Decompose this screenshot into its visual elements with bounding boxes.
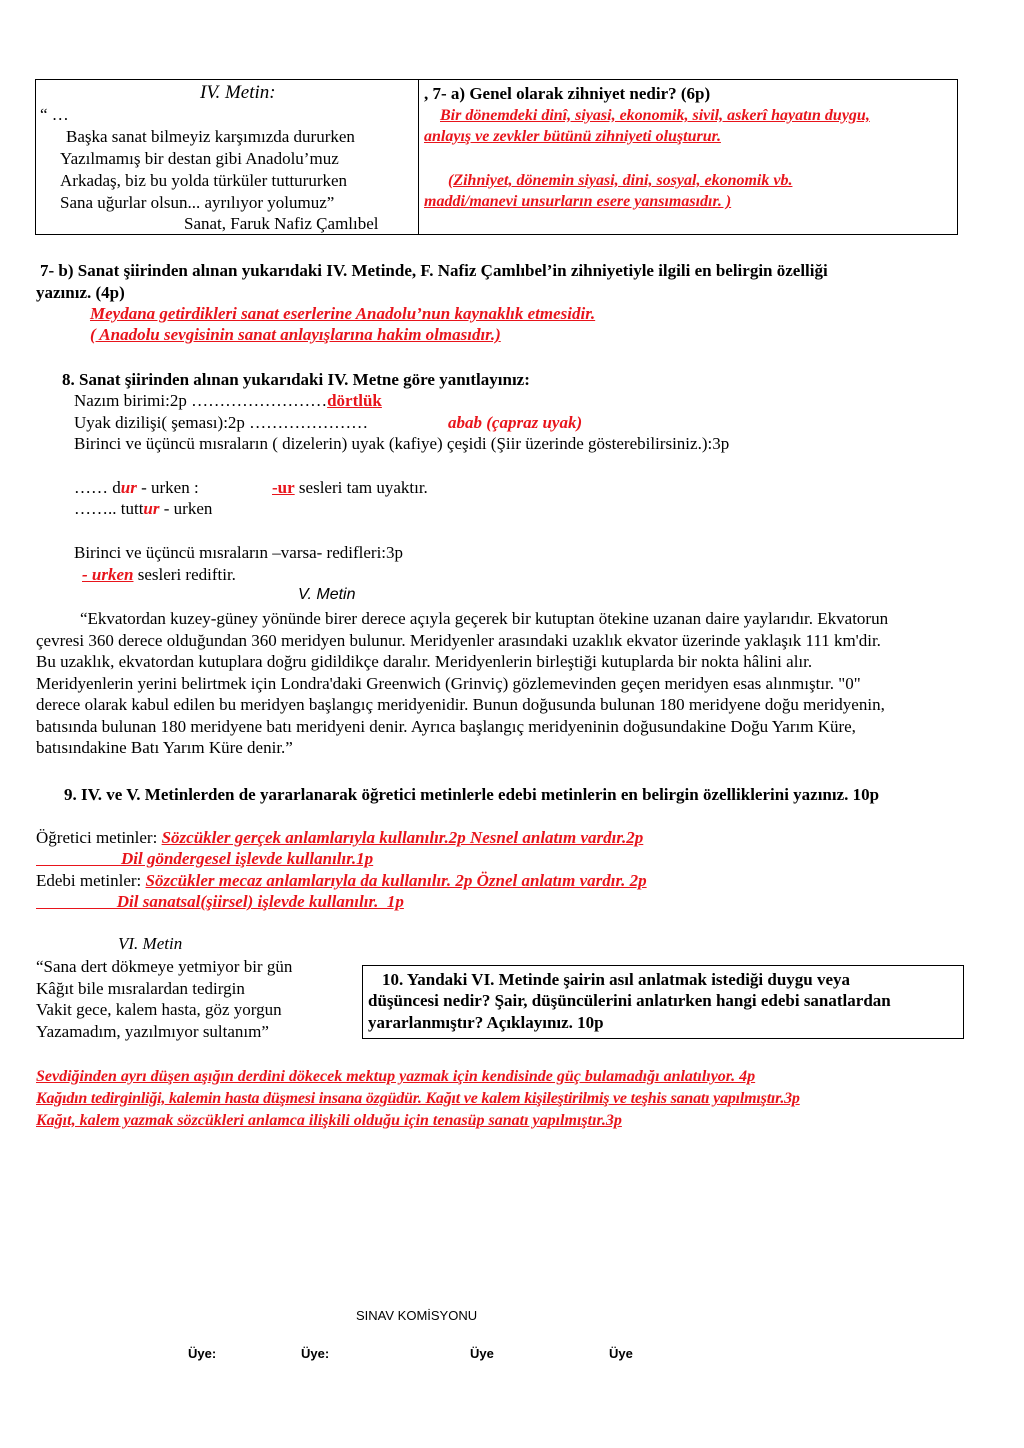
metin5-line-5: derece olarak kabul edilen bu meridyen başlangıç meridyenidir. Bunun doğusunda bulunan 180 meridyene doğu meridyenin, <box>36 695 885 714</box>
metin6-title: VI. Metin <box>118 934 183 953</box>
q8-redif-question: Birinci ve üçüncü mısraların –varsa- redifleri:3p <box>74 543 404 562</box>
q10-question-3: yararlanmıştır? Açıklayınız. 10p <box>368 1013 604 1032</box>
metin4-line-3: Arkadaş, biz bu yolda türküler tuttururken <box>60 171 348 190</box>
q9-ogretici-answer-1: Sözcükler gerçek anlamlarıyla kullanılır.2p Nesnel anlatım vardır.2p <box>161 828 644 847</box>
q8-redif-row <box>82 564 236 586</box>
q8-nazim-answer: dörtlük <box>327 391 382 410</box>
q7b-answer-1: Meydana getirdikleri sanat eserlerine Anadolu’nun kaynaklık etmesidir. <box>90 304 596 323</box>
table-divider <box>418 79 419 235</box>
metin4-line-4: Sana uğurlar olsun... ayrılıyor yolumuz” <box>60 193 335 212</box>
q8-rhyme-line-1 <box>74 477 199 499</box>
q9-edebi-answer-1: Sözcükler mecaz anlamlarıyla da kullanılır. 2p Öznel anlatım vardır. 2p <box>145 871 647 890</box>
q8-rhyme-line-2 <box>74 498 212 520</box>
q9-ogretici-row <box>36 827 643 849</box>
q8-l1-answer-suffix: sesleri tam uyaktır. <box>294 478 428 497</box>
metin6-line-3: Vakit gece, kalem hasta, göz yorgun <box>36 1000 282 1019</box>
q8-l1-red: ur <box>120 478 137 497</box>
metin6-line-1: “Sana dert dökmeye yetmiyor bir gün <box>36 957 293 976</box>
q9-ogretici-answer-2: Dil göndergesel işlevde kullanılır.1p <box>36 849 374 868</box>
q9-question: 9. IV. ve V. Metinlerden de yararlanarak öğretici metinlerle edebi metinlerin en belirgin özelliklerini yazınız. 10p <box>64 785 880 804</box>
q8-l1-answer: -ur <box>272 478 295 497</box>
metin6-line-4: Yazamadım, yazılmıyor sultanım” <box>36 1022 269 1041</box>
metin4-title: IV. Metin: <box>200 82 276 103</box>
metin5-line-6: batısında bulunan 180 meridyene batı meridyeni denir. Ayrıca başlangıç meridyeninin doğusundakine Doğu Yarım Küre, <box>36 717 856 736</box>
metin5-line-2: çevresi 360 derece olduğundan 360 meridyen bulunur. Meridyenler arasındaki uzaklık ekvator üzerinde yaklaşık 111 km'dir. <box>36 631 881 650</box>
metin4-line-2: Yazılmamış bir destan gibi Anadolu’muz <box>60 149 339 168</box>
metin4-open-quote: “ … <box>40 105 69 124</box>
metin4-source: Sanat, Faruk Nafiz Çamlıbel <box>184 214 379 233</box>
q8-l1-prefix: …… d <box>74 478 121 497</box>
q9-edebi-row <box>36 870 647 892</box>
q10-answer-1: Sevdiğinden ayrı düşen aşığın derdini dökecek mektup yazmak için kendisinde güç bulamadığı anlatılıyor. 4p <box>36 1068 756 1085</box>
q9-edebi-answer-2: Dil sanatsal(şiirsel) işlevde kullanılır. 1p <box>36 892 404 911</box>
member-3: Üye <box>470 1346 494 1361</box>
q8-l1-suffix: - urken : <box>136 478 199 497</box>
member-1: Üye: <box>188 1346 217 1361</box>
q8-l2-red: ur <box>143 499 160 518</box>
q7b-question-2: yazınız. (4p) <box>36 283 125 302</box>
q7a-answer-3: (Zihniyet, dönemin siyasi, dini, sosyal, ekonomik vb. <box>448 172 793 189</box>
q7a-answer-2: anlayış ve zevkler bütünü zihniyeti oluşturur. <box>424 128 721 145</box>
commission-label: SINAV KOMİSYONU <box>356 1308 478 1323</box>
q8-redif-answer: - urken <box>82 565 134 584</box>
q10-question-2: düşüncesi nedir? Şair, düşüncülerini anlatırken hangi edebi sanatlardan <box>368 991 891 1010</box>
q7a-question: , 7- a) Genel olarak zihniyet nedir? (6p) <box>424 84 711 103</box>
q7b-answer-2: ( Anadolu sevgisinin sanat anlayışlarına hakim olmasıdır.) <box>90 325 501 344</box>
q7a-answer-1: Bir dönemdeki dinî, siyasi, ekonomik, sivil, askerî hayatın duygu, <box>440 107 870 124</box>
q8-nazim-row <box>74 390 382 412</box>
q7b-question-1: 7- b) Sanat şiirinden alınan yukarıdaki IV. Metinde, F. Nafiz Çamlıbel’in zihniyetiyle ilgili en belirgin özelliği <box>40 261 828 280</box>
metin5-title: V. Metin <box>298 586 356 603</box>
member-2: Üye: <box>301 1346 330 1361</box>
q9-ogretici-label: Öğretici metinler: <box>36 828 162 847</box>
metin5-line-3: Bu uzaklık, ekvatordan kutuplara doğru gidildikçe daralır. Meridyenlerin birleştiği kutuplarda bir nokta hâlini alır. <box>36 652 813 671</box>
q8-kafiye-question: Birinci ve üçüncü mısraların ( dizelerin) uyak (kafiye) çeşidi (Şiir üzerinde gösterebilirsiniz.):3p <box>74 434 730 453</box>
metin4-line-1: Başka sanat bilmeyiz karşımızda dururken <box>66 127 355 146</box>
metin6-line-2: Kâğıt bile mısralardan tedirgin <box>36 979 245 998</box>
q10-question-1: 10. Yandaki VI. Metinde şairin asıl anlatmak istediği duygu veya <box>382 970 851 989</box>
q10-answer-2: Kağıdın tedirginliği, kalemin hasta düşmesi insana özgüdür. Kağıt ve kalem kişileştirilmiş ve teşhis sanatı yapılmıştır.3p <box>36 1090 800 1107</box>
q8-title: 8. Sanat şiirinden alınan yukarıdaki IV. Metne göre yanıtlayınız: <box>62 370 530 389</box>
q8-rhyme-answer <box>272 477 428 499</box>
q8-redif-suffix: sesleri rediftir. <box>133 565 236 584</box>
q8-l2-prefix: …….. tutt <box>74 499 144 518</box>
metin5-line-4: Meridyenlerin yerini belirtmek için Londra'daki Greenwich (Grinviç) gözlemevinden geçen meridyen esas alınmıştır. "0" <box>36 674 861 693</box>
q8-nazim-label: Nazım birimi:2p …………………… <box>74 391 328 410</box>
q8-l2-suffix: - urken <box>159 499 213 518</box>
q7a-answer-4: maddi/manevi unsurların esere yansımasıdır. ) <box>424 193 732 210</box>
q8-uyak-label: Uyak dizilişi( şeması):2p ………………… <box>74 413 369 432</box>
q10-answer-3: Kağıt, kalem yazmak sözcükleri anlamca ilişkili olduğu için tenasüp sanatı yapılmıştır.3p <box>36 1112 622 1129</box>
member-4: Üye <box>609 1346 633 1361</box>
metin5-line-1: “Ekvatordan kuzey-güney yönünde birer derece açıyla geçerek bir kutuptan ötekine uzanan daire yaylarıdır. Ekvatorun <box>80 609 889 628</box>
q9-edebi-label: Edebi metinler: <box>36 871 146 890</box>
metin5-line-7: batısındakine Batı Yarım Küre denir.” <box>36 738 293 757</box>
q8-uyak-answer: abab (çapraz uyak) <box>448 413 583 432</box>
